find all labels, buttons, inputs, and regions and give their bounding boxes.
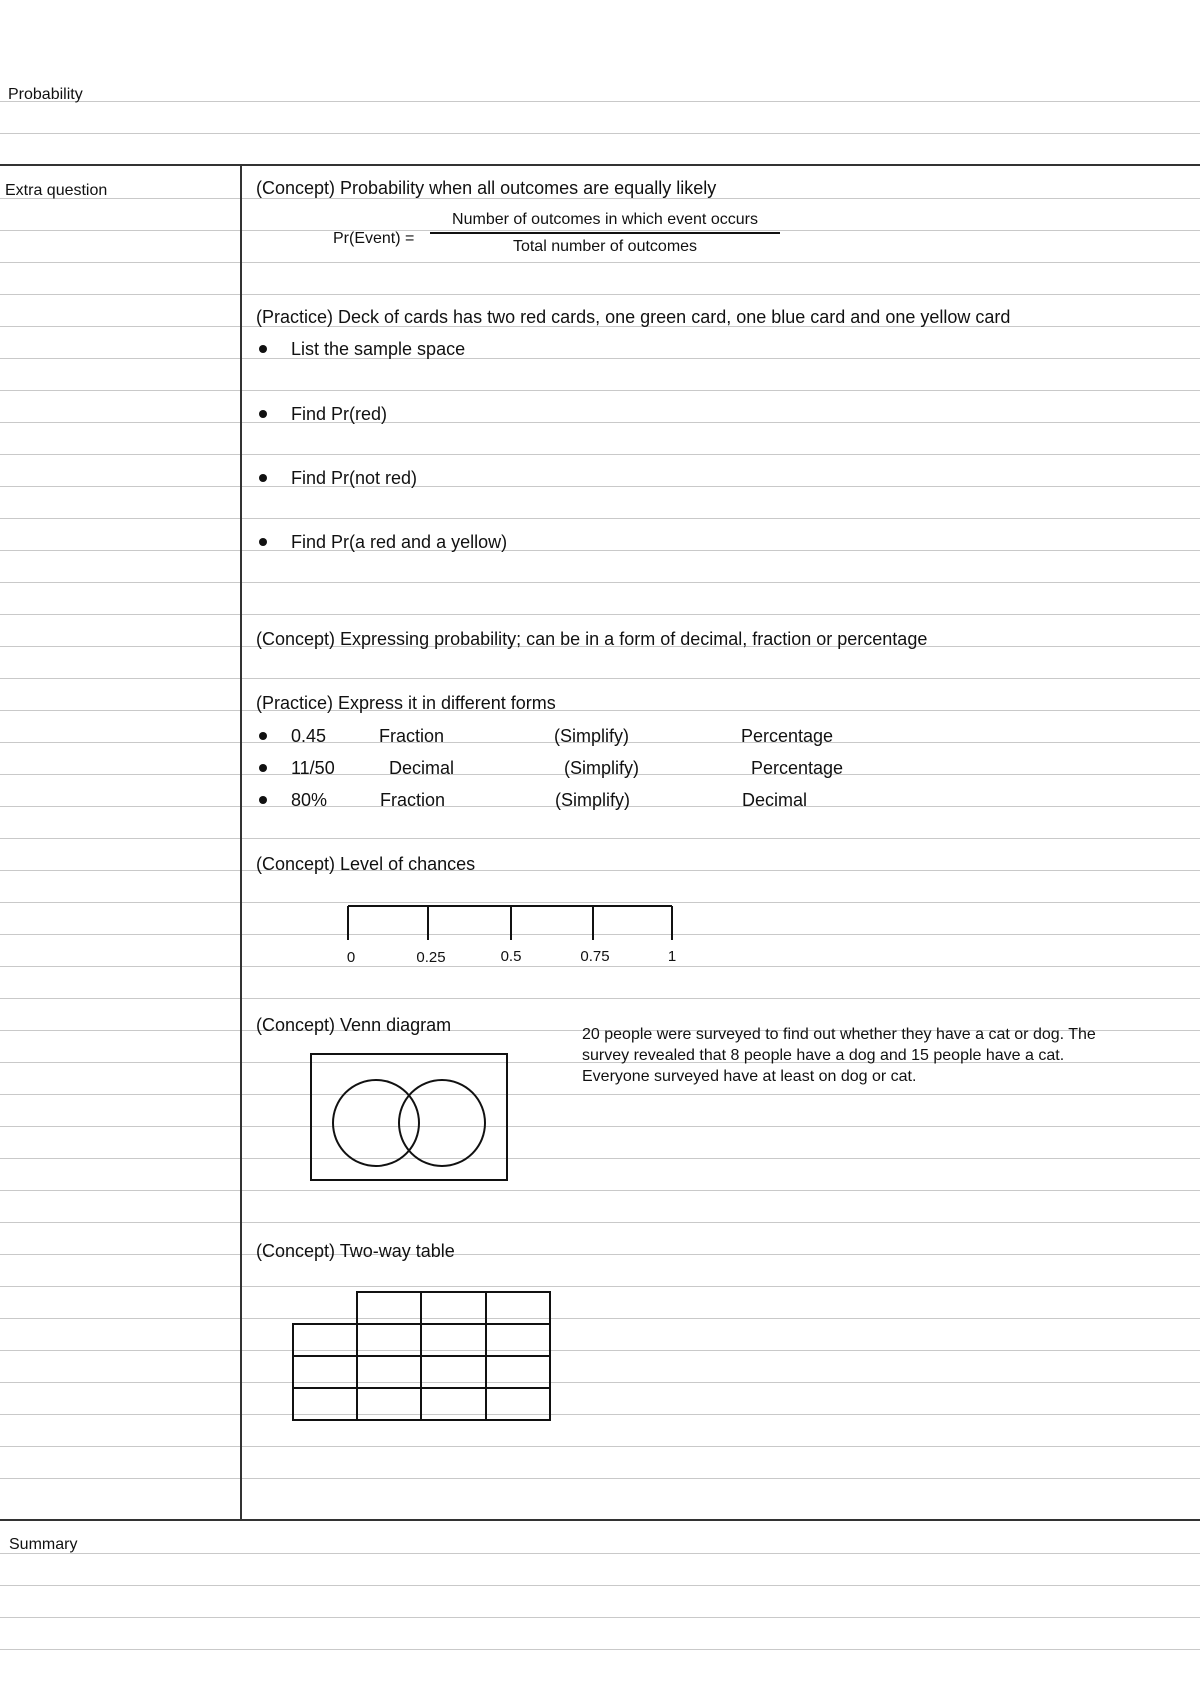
- row-form: Decimal: [742, 790, 808, 810]
- ruled-line: [0, 133, 1200, 134]
- ruled-line: [0, 550, 1200, 551]
- concept-heading: (Concept) Probability when all outcomes are equally likely: [256, 178, 717, 198]
- table-cell: [486, 1356, 550, 1388]
- ruled-line: [0, 1126, 1200, 1127]
- ruled-line: [0, 998, 1200, 999]
- venn-universal-set: [311, 1054, 507, 1180]
- ruled-line: [0, 838, 1200, 839]
- row-simplify: (Simplify): [554, 726, 629, 746]
- table-cell: [293, 1356, 357, 1388]
- ruled-line: [0, 1649, 1200, 1650]
- ruled-line: [0, 1553, 1200, 1554]
- ruled-line: [0, 1585, 1200, 1586]
- venn-circle-left: [333, 1080, 419, 1166]
- bullet-icon: [259, 410, 267, 418]
- venn-diagram: [310, 1053, 510, 1183]
- section-divider-bottom: [0, 1519, 1200, 1521]
- scale-label: 0: [346, 949, 356, 966]
- practice-item: List the sample space: [291, 339, 466, 359]
- formula-denominator: Total number of outcomes: [512, 238, 698, 255]
- ruled-line: [0, 678, 1200, 679]
- margin-divider: [240, 165, 242, 1520]
- bullet-icon: [259, 796, 267, 804]
- table-cell: [357, 1292, 421, 1324]
- ruled-line: [0, 1446, 1200, 1447]
- row-form: Fraction: [379, 726, 445, 746]
- ruled-line: [0, 1318, 1200, 1319]
- row-form: Decimal: [389, 758, 455, 778]
- bullet-icon: [259, 764, 267, 772]
- concept-heading: (Concept) Level of chances: [256, 854, 476, 874]
- practice-item: Find Pr(red): [291, 404, 388, 424]
- bullet-icon: [259, 345, 267, 353]
- ruled-line: [0, 101, 1200, 102]
- row-value: 11/50: [291, 758, 335, 778]
- ruled-line: [0, 1222, 1200, 1223]
- ruled-line: [0, 1190, 1200, 1191]
- table-cell: [421, 1324, 486, 1356]
- concept-heading: (Concept) Venn diagram: [256, 1015, 452, 1035]
- ruled-line: [0, 358, 1200, 359]
- ruled-line: [0, 454, 1200, 455]
- formula-fraction: [430, 210, 780, 257]
- bullet-icon: [259, 732, 267, 740]
- table-cell: [486, 1292, 550, 1324]
- practice-item: Find Pr(a red and a yellow): [291, 532, 508, 552]
- survey-problem-text: 20 people were surveyed to find out whether they have a cat or dog. The survey revealed that 8 people have a dog and 15 people have a cat. Everyone surveyed have at least on dog or cat.: [582, 1026, 1096, 1085]
- table-cell: [357, 1356, 421, 1388]
- row-form: Percentage: [741, 726, 834, 746]
- ruled-line: [0, 262, 1200, 263]
- formula-numerator: Number of outcomes in which event occurs: [430, 210, 780, 234]
- ruled-line: [0, 1382, 1200, 1383]
- summary-label: Summary: [9, 1536, 78, 1553]
- scale-label: 1: [667, 948, 677, 965]
- practice-item: Find Pr(not red): [291, 468, 418, 488]
- ruled-line: [0, 614, 1200, 615]
- sidebar-label: Extra question: [5, 182, 108, 199]
- practice-heading: (Practice) Deck of cards has two red cards, one green card, one blue card and one yellow card: [256, 307, 1011, 327]
- ruled-line: [0, 294, 1200, 295]
- ruled-line: [0, 870, 1200, 871]
- ruled-line: [0, 486, 1200, 487]
- table-cell: [421, 1356, 486, 1388]
- table-cell: [357, 1388, 421, 1420]
- row-form: Percentage: [751, 758, 844, 778]
- bullet-icon: [259, 538, 267, 546]
- ruled-line: [0, 1254, 1200, 1255]
- ruled-line: [0, 1286, 1200, 1287]
- practice-heading: (Practice) Express it in different forms: [256, 693, 556, 713]
- ruled-line: [0, 710, 1200, 711]
- row-value: 0.45: [291, 726, 327, 746]
- ruled-line: [0, 1617, 1200, 1618]
- ruled-line: [0, 1350, 1200, 1351]
- row-value: 80%: [291, 790, 328, 810]
- table-cell: [486, 1324, 550, 1356]
- row-simplify: (Simplify): [555, 790, 630, 810]
- scale-label: 0.5: [500, 948, 522, 965]
- venn-circle-right: [399, 1080, 485, 1166]
- two-way-table: [290, 1290, 560, 1430]
- concept-heading: (Concept) Expressing probability; can be in a form of decimal, fraction or percentage: [256, 629, 928, 649]
- table-cell: [293, 1324, 357, 1356]
- scale-label: 0.25: [416, 949, 446, 966]
- ruled-line: [0, 1414, 1200, 1415]
- concept-heading: (Concept) Two-way table: [256, 1241, 455, 1261]
- scale-label: 0.75: [580, 948, 610, 965]
- page-title: Probability: [8, 86, 83, 103]
- ruled-line: [0, 518, 1200, 519]
- bullet-icon: [259, 474, 267, 482]
- ruled-line: [0, 582, 1200, 583]
- ruled-line: [0, 1094, 1200, 1095]
- ruled-line: [0, 422, 1200, 423]
- row-simplify: (Simplify): [564, 758, 639, 778]
- ruled-line: [0, 1158, 1200, 1159]
- table-cell: [421, 1388, 486, 1420]
- chance-scale: [330, 900, 690, 970]
- ruled-line: [0, 1478, 1200, 1479]
- row-form: Fraction: [380, 790, 446, 810]
- table-cell: [293, 1388, 357, 1420]
- table-cell: [486, 1388, 550, 1420]
- table-cell: [357, 1324, 421, 1356]
- table-cell: [421, 1292, 486, 1324]
- formula-lhs: Pr(Event) =: [333, 230, 415, 247]
- section-divider-top: [0, 164, 1200, 166]
- ruled-line: [0, 390, 1200, 391]
